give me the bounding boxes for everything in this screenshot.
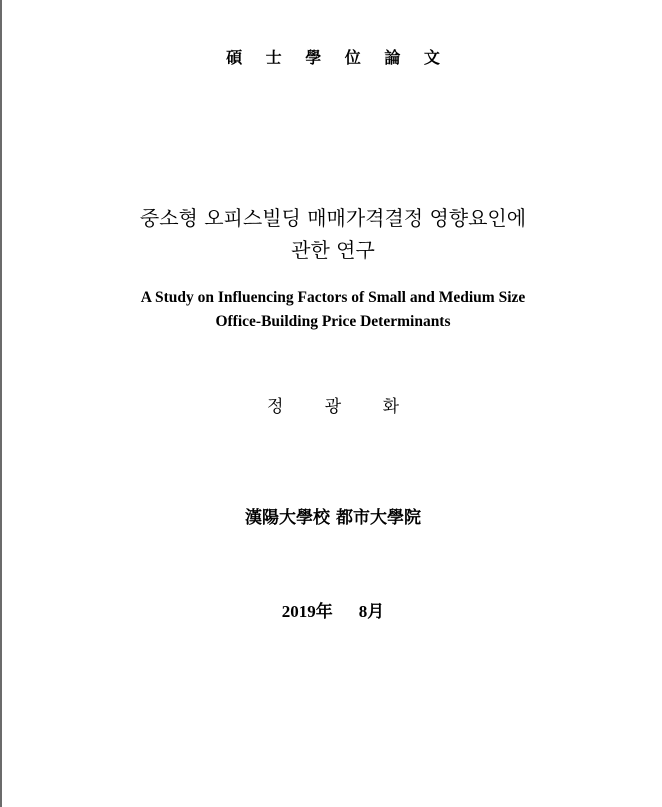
date-month: 8月 bbox=[358, 602, 385, 621]
title-korean-line-2: 관한 연구 bbox=[291, 238, 375, 262]
title-english-line-1: A Study on Influencing Factors of Small and Medium Size bbox=[140, 289, 526, 306]
school-name: 漢陽大學校 都市大學院 bbox=[245, 508, 421, 528]
degree-label: 碩 士 學 位 論 文 bbox=[226, 48, 449, 67]
author-name: 정 광 화 bbox=[266, 397, 418, 417]
date-year: 2019年 bbox=[281, 602, 333, 621]
title-korean-line-1: 중소형 오피스빌딩 매매가격결정 영향요인에 bbox=[139, 206, 527, 230]
submission-date bbox=[2, 603, 662, 620]
title-english-line-2: Office-Building Price Determinants bbox=[215, 313, 451, 330]
